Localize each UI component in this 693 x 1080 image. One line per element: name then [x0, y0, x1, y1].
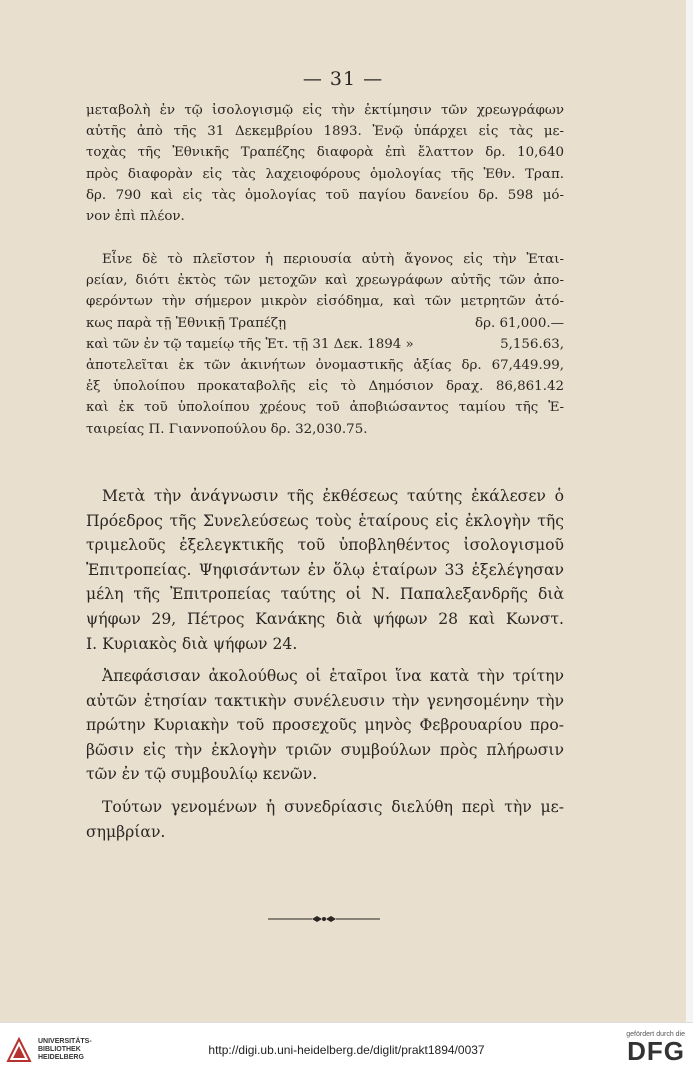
text-line: δρ. 790 καὶ εἰς τὰς ὁμολογίας τοῦ παγίου δανείου δρ. 598 μό- [86, 187, 564, 203]
paragraph-decision [86, 664, 564, 787]
library-name-line: HEIDELBERG [38, 1054, 84, 1061]
text-line: φερόντων τὴν σήμερον μικρὸν εἰσόδημα, καὶ τῶν μετρητῶν ἀτό- [86, 294, 564, 310]
text-line: νον ἐπὶ πλέον. [86, 209, 185, 225]
text-line: βῶσιν εἰς τὴν ἐκλογὴν τριῶν συμβούλων πρὸς πλήρωσιν [86, 740, 564, 759]
ledger-text: καὶ τῶν ἐν τῷ ταμείῳ τῆς Ἑτ. τῇ 31 Δεκ. 1894 » [86, 336, 414, 352]
ledger-row [86, 313, 564, 334]
text-line: ρείαν, διότι ἐκτὸς τῶν μετοχῶν καὶ χρεωγράφων αὐτῆς τῶν ἀπο- [86, 273, 564, 289]
text-line: ψήφων 29, Πέτρος Κανάκης διὰ ψήφων 28 καὶ Κωνστ. [86, 609, 564, 628]
paragraph-election [86, 484, 564, 656]
paragraph-valuation [86, 100, 564, 227]
text-line: Ἀπεφάσισαν ἀκολούθως οἱ ἑταῖροι ἵνα κατὰ τὴν τρίτην [102, 667, 564, 685]
ledger-amount: δρ. 61,000.— [475, 315, 564, 331]
text-line: πρὸς διαφορὰν εἰς τὰς λαχειοφόρους ὁμολογίας τῆς Ἐθν. Τραπ. [86, 166, 564, 182]
text-line: μέλη τῆς Ἐπιτροπείας ταύτης οἱ Ν. Παπαλεξανδρῆς διὰ [86, 585, 564, 604]
footer-bar [0, 1022, 693, 1080]
text-line: ἐξ ὑπολοίπου προκαταβολῆς εἰς τὸ Δημόσιον δραχ. 86,861.42 [86, 379, 564, 395]
text-line: τοχὰς τῆς Ἐθνικῆς Τραπέζης διαφορὰ ἐπὶ ἔλαττον δρ. 10,640 [86, 145, 564, 161]
text-line: πρώτην Κυριακὴν τοῦ προσεχοῦς μηνὸς Φεβρουαρίου προ- [86, 716, 564, 735]
ledger-amount: 5,156.63, [500, 336, 564, 352]
text-line: καὶ ἐκ τοῦ ὑπολοίπου χρέους τοῦ ἀποβιώσαντος ταμίου τῆς Ἑ- [86, 400, 564, 416]
text-line: ταιρείας Π. Γιαννοπούλου δρ. 32,030.75. [86, 421, 368, 437]
text-line: Τούτων γενομένων ἡ συνεδρίασις διελύθη περὶ τὴν με- [102, 798, 564, 816]
library-name-line: UNIVERSITÄTS- [38, 1038, 92, 1045]
dfg-logo[interactable] [626, 1031, 685, 1064]
funding-label: gefördert durch die [626, 1031, 685, 1038]
text-line: μεταβολὴ ἐν τῷ ἰσολογισμῷ εἰς τὴν ἐκτίμησιν τῶν χρεωγράφων [86, 103, 564, 118]
text-line: σημβρίαν. [86, 822, 166, 841]
text-line: τῶν ἐν τῷ συμβουλίῳ κενῶν. [86, 765, 318, 784]
library-name-line: BIBLIOTHEK [38, 1046, 81, 1053]
ornament-divider-icon [268, 913, 380, 925]
paragraph-closing [86, 795, 564, 844]
scan-edge [686, 0, 693, 1022]
permalink-url[interactable]: http://digi.ub.uni-heidelberg.de/diglit/prakt1894/0037 [208, 1043, 485, 1057]
text-line: Ἐπιτροπείας. Ψηφισάντων ἐν ὅλῳ ἑταίρων 33 ἐξελέγησαν [86, 560, 564, 579]
dfg-wordmark: DFG [627, 1036, 685, 1066]
ledger-text: κως παρὰ τῇ Ἐθνικῇ Τραπέζῃ [86, 315, 287, 331]
text-line: αὐτῆς ἀπὸ τῆς 31 Δεκεμβρίου 1893. Ἐνῷ ὑπάρχει εἰς τὰς με- [86, 124, 564, 140]
text-line: Μετὰ τὴν ἀνάγνωσιν τῆς ἐκθέσεως ταύτης ἐκάλεσεν ὁ [102, 487, 564, 505]
text-line: Πρόεδρος τῆς Συνελεύσεως τοὺς ἑταίρους εἰς ἐκλογὴν τῆς [86, 511, 564, 530]
text-line: αὐτῶν ἐτησίαν τακτικὴν συνέλευσιν τὴν γενησομένην τὴν [86, 691, 564, 710]
text-line: τριμελοῦς ἐξελεγκτικῆς τοῦ ὑποβληθέντος ἰσολογισμοῦ [86, 536, 564, 555]
text-line: Εἶνε δὲ τὸ πλεῖστον ἡ περιουσία αὐτὴ ἄγονος εἰς τὴν Ἑται- [102, 252, 564, 267]
text-line: ἀποτελεῖται ἐκ τῶν ἀκινήτων ὀνομαστικῆς ἀξίας δρ. 67,449.99, [86, 358, 564, 374]
ledger-row [86, 334, 564, 355]
page-number: — 31 — [302, 68, 384, 90]
text-line: Ι. Κυριακὸς διὰ ψήφων 24. [86, 634, 298, 653]
paragraph-assets [86, 249, 564, 440]
